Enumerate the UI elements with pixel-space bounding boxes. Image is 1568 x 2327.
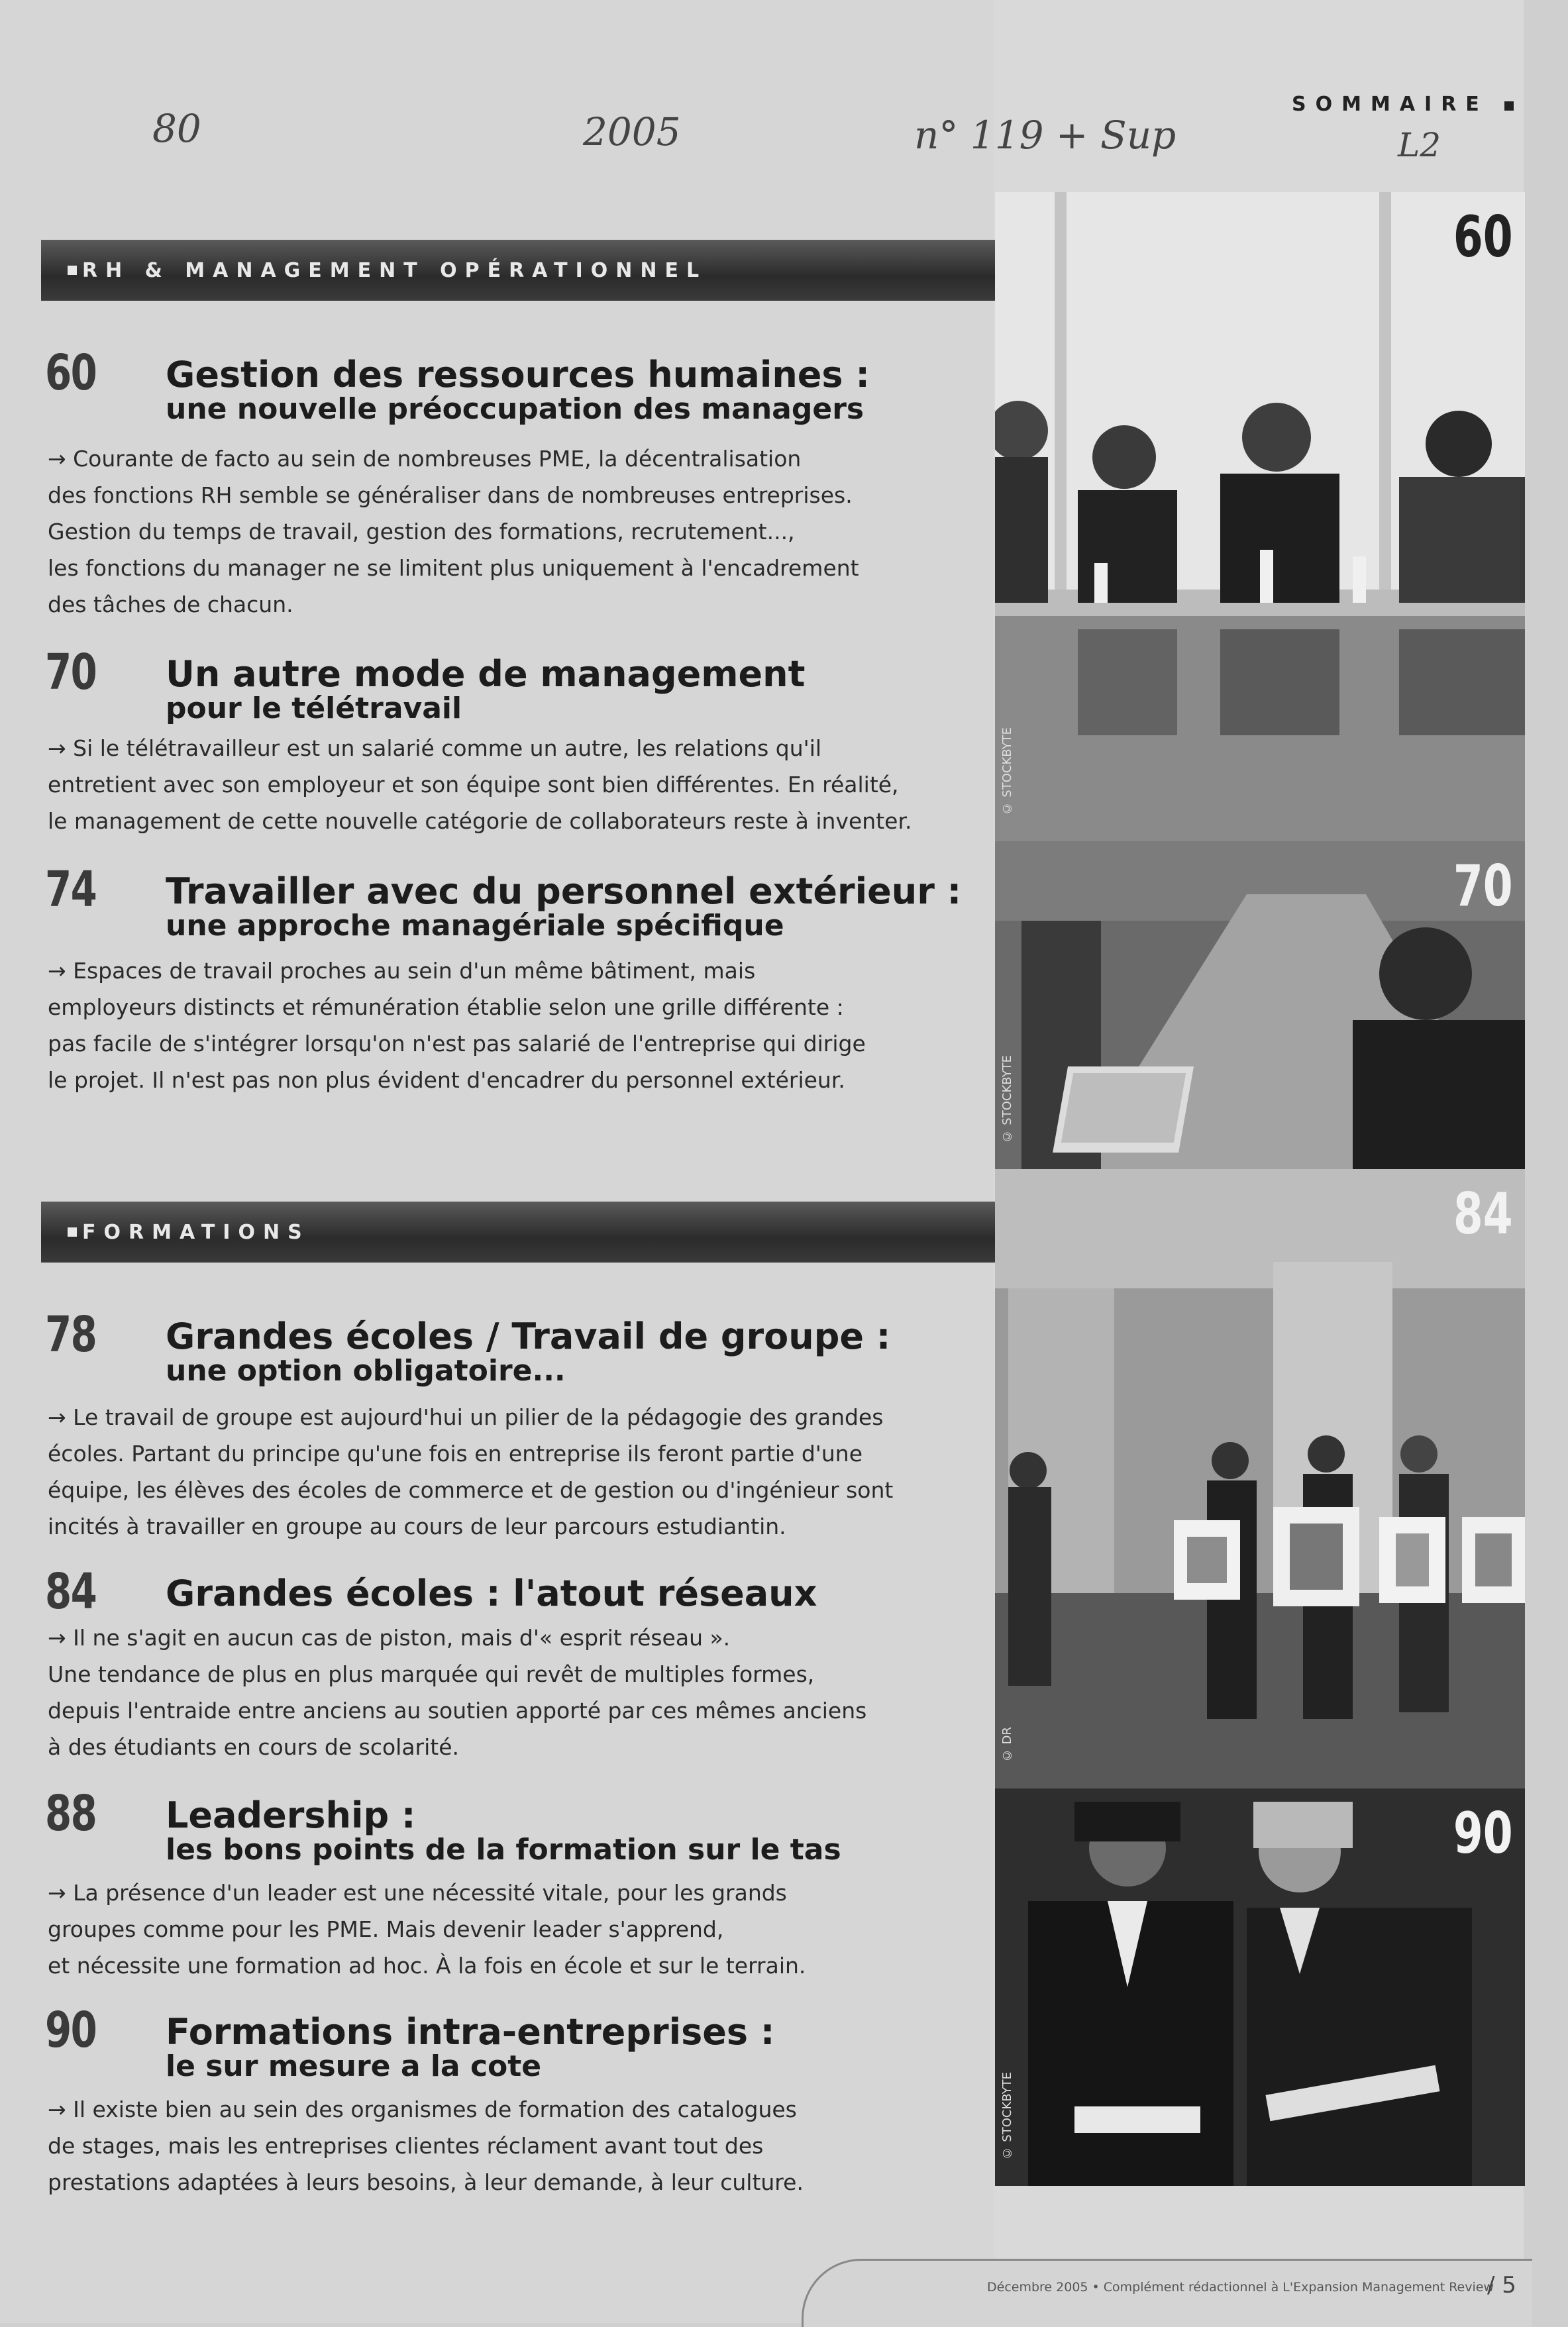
article-subtitle: une approche managériale spécifique — [166, 909, 784, 943]
body-line: les fonctions du manager ne se limitent plus uniquement à l'encadrement — [48, 555, 859, 581]
handwritten-note-1: 80 — [152, 106, 201, 151]
photo-page-badge: 60 — [1453, 204, 1513, 270]
handwritten-note-3: n° 119 + Sup — [914, 113, 1176, 158]
section-label: RH & MANAGEMENT OPÉRATIONNEL — [82, 258, 707, 282]
article-body — [48, 1620, 866, 1765]
body-line: des fonctions RH semble se généraliser dans de nombreuses entreprises. — [48, 482, 853, 508]
body-line: et nécessite une formation ad hoc. À la fois en école et sur le terrain. — [48, 1953, 806, 1979]
meeting-illustration — [995, 192, 1525, 841]
body-line: → La présence d'un leader est une nécessité vitale, pour les grands — [48, 1880, 787, 1906]
photo-ceremony — [995, 1169, 1525, 1788]
handwritten-note-4: L2 — [1398, 126, 1441, 164]
section-bar-formations — [41, 1202, 995, 1263]
photo-students — [995, 1788, 1525, 2186]
photo-credit: © STOCKBYTE — [1000, 1055, 1014, 1143]
body-line: pas facile de s'intégrer lorsqu'on n'est pas salarié de l'entreprise qui dirige — [48, 1031, 866, 1057]
photo-page-badge: 84 — [1453, 1181, 1513, 1247]
body-line: → Espaces de travail proches au sein d'un même bâtiment, mais — [48, 958, 756, 984]
article-subtitle: une option obligatoire... — [166, 1354, 566, 1388]
article-body — [48, 2091, 804, 2200]
body-line: à des étudiants en cours de scolarité. — [48, 1734, 460, 1760]
page-number: 74 — [45, 861, 97, 918]
body-line: depuis l'entraide entre anciens au soutien apporté par ces mêmes anciens — [48, 1698, 867, 1724]
body-line: Une tendance de plus en plus marquée qui revêt de multiples formes, — [48, 1661, 815, 1687]
bullet-square — [68, 266, 77, 275]
students-illustration — [995, 1788, 1525, 2186]
article-title: Travailler avec du personnel extérieur : — [166, 870, 962, 912]
section-bar-rh — [41, 240, 995, 301]
article-subtitle: une nouvelle préoccupation des managers — [166, 392, 864, 426]
article-title: Grandes écoles : l'atout réseaux — [166, 1573, 817, 1614]
body-line: écoles. Partant du principe qu'une fois en entreprise ils feront partie d'une — [48, 1441, 862, 1467]
photo-page-badge: 90 — [1453, 1800, 1513, 1867]
ceremony-illustration — [995, 1169, 1525, 1788]
article-title: Grandes écoles / Travail de groupe : — [166, 1316, 891, 1357]
body-line: des tâches de chacun. — [48, 592, 293, 617]
footer-text: Décembre 2005 • Complément rédactionnel à L'Expansion Management Review — [987, 2280, 1494, 2295]
body-line: → Courante de facto au sein de nombreuses PME, la décentralisation — [48, 446, 802, 472]
bullet-square — [68, 1227, 77, 1237]
article-subtitle: le sur mesure a la cote — [166, 2049, 542, 2083]
body-line: → Si le télétravailleur est un salarié comme un autre, les relations qu'il — [48, 735, 822, 761]
body-line: le projet. Il n'est pas non plus évident d'encadrer du personnel extérieur. — [48, 1067, 845, 1093]
article-title: Gestion des ressources humaines : — [166, 354, 870, 395]
photo-page-badge: 70 — [1453, 853, 1513, 919]
article-body — [48, 953, 866, 1098]
footer-page-number: / 5 — [1487, 2272, 1516, 2299]
article-title: Leadership : — [166, 1794, 416, 1836]
sommaire-heading: SOMMAIRE — [1292, 93, 1514, 116]
page-number: 88 — [45, 1785, 97, 1842]
page-number: 78 — [45, 1306, 97, 1363]
body-line: → Il existe bien au sein des organismes de formation des catalogues — [48, 2096, 797, 2122]
boardroom-illustration — [995, 841, 1525, 1169]
body-line: → Le travail de groupe est aujourd'hui un pilier de la pédagogie des grandes — [48, 1404, 884, 1430]
photo-boardroom — [995, 841, 1525, 1169]
body-line: équipe, les élèves des écoles de commerce et de gestion ou d'ingénieur sont — [48, 1477, 894, 1503]
article-body — [48, 1875, 806, 1984]
body-line: de stages, mais les entreprises clientes réclament avant tout des — [48, 2133, 764, 2159]
article-body — [48, 730, 912, 839]
article-body — [48, 1399, 893, 1545]
body-line: → Il ne s'agit en aucun cas de piston, mais d'« esprit réseau ». — [48, 1625, 731, 1651]
body-line: groupes comme pour les PME. Mais devenir leader s'apprend, — [48, 1916, 724, 1942]
photo-credit: © DR — [1000, 1726, 1014, 1762]
section-label: FORMATIONS — [82, 1220, 310, 1244]
body-line: incités à travailler en groupe au cours de leur parcours estudiantin. — [48, 1514, 786, 1539]
article-body — [48, 440, 859, 623]
photo-meeting — [995, 192, 1525, 841]
photo-credit: © STOCKBYTE — [1000, 2071, 1014, 2159]
body-line: le management de cette nouvelle catégorie de collaborateurs reste à inventer. — [48, 808, 912, 834]
page-number: 90 — [45, 2002, 97, 2059]
photo-credit: © STOCKBYTE — [1000, 727, 1014, 815]
page-number: 70 — [45, 644, 97, 701]
page-number: 84 — [45, 1563, 97, 1620]
page-number: 60 — [45, 344, 97, 401]
body-line: employeurs distincts et rémunération établie selon une grille différente : — [48, 994, 844, 1020]
article-title: Formations intra-entreprises : — [166, 2011, 775, 2053]
body-line: entretient avec son employeur et son équipe sont bien différentes. En réalité, — [48, 772, 899, 798]
article-title: Un autre mode de management — [166, 653, 806, 695]
body-line: prestations adaptées à leurs besoins, à leur demande, à leur culture. — [48, 2169, 804, 2195]
handwritten-note-2: 2005 — [583, 109, 681, 154]
article-subtitle: les bons points de la formation sur le tas — [166, 1833, 841, 1867]
body-line: Gestion du temps de travail, gestion des formations, recrutement..., — [48, 519, 795, 544]
article-subtitle: pour le télétravail — [166, 692, 462, 725]
